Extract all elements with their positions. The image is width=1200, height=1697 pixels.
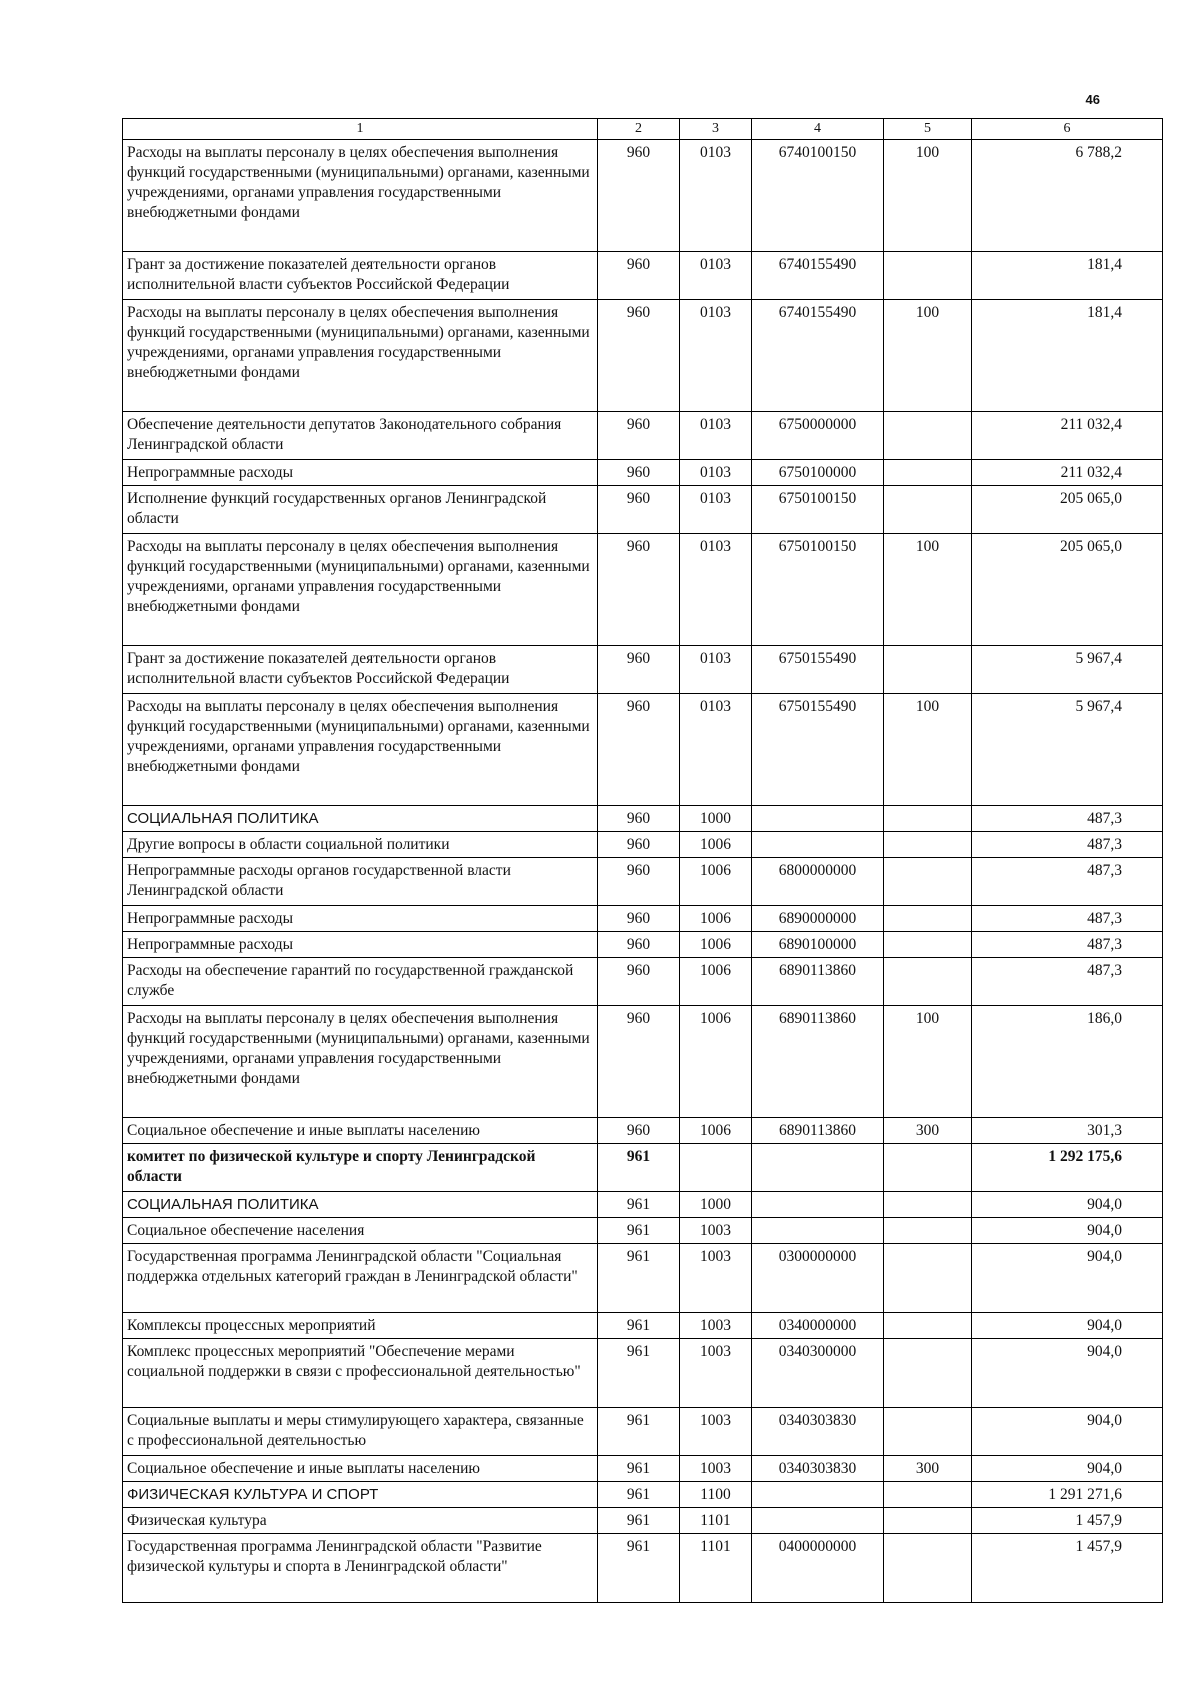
row-name-cell: Непрограммные расходы	[123, 932, 598, 958]
row-section-cell: 0103	[680, 486, 752, 534]
row-code-cell: 960	[598, 806, 680, 832]
row-target-cell: 0400000000	[752, 1534, 884, 1603]
row-amount-cell: 1 291 271,6	[972, 1482, 1163, 1508]
row-name-cell: комитет по физической культуре и спорту Ленинградской области	[123, 1144, 598, 1192]
table-row	[123, 1006, 1163, 1118]
row-type-cell	[884, 486, 972, 534]
table-row	[123, 1508, 1163, 1534]
table-row	[123, 460, 1163, 486]
row-type-cell	[884, 1339, 972, 1408]
header-row	[123, 119, 1163, 140]
row-type-cell	[884, 1144, 972, 1192]
row-type-cell: 100	[884, 694, 972, 806]
row-target-cell: 6890113860	[752, 1006, 884, 1118]
row-code-cell: 960	[598, 694, 680, 806]
row-target-cell: 0340303830	[752, 1408, 884, 1456]
row-name-cell: Непрограммные расходы	[123, 460, 598, 486]
row-amount-cell: 1 457,9	[972, 1508, 1163, 1534]
row-target-cell	[752, 806, 884, 832]
row-name-cell: Социальное обеспечение и иные выплаты населению	[123, 1118, 598, 1144]
row-amount-cell: 904,0	[972, 1408, 1163, 1456]
row-section-cell: 0103	[680, 694, 752, 806]
row-type-cell: 100	[884, 300, 972, 412]
row-amount-cell: 205 065,0	[972, 486, 1163, 534]
row-name-cell: Расходы на выплаты персоналу в целях обеспечения выполнения функций государственными (муниципальными) органами, казенными учреждениями, органами управления государственными внебюджетными фондами	[123, 140, 598, 252]
row-amount-cell: 487,3	[972, 906, 1163, 932]
row-section-cell: 0103	[680, 300, 752, 412]
table-row	[123, 252, 1163, 300]
row-amount-cell: 904,0	[972, 1192, 1163, 1218]
row-name-cell: Государственная программа Ленинградской области "Социальная поддержка отдельных категорий граждан в Ленинградской области"	[123, 1244, 598, 1313]
row-code-cell: 961	[598, 1144, 680, 1192]
row-type-cell: 300	[884, 1118, 972, 1144]
row-type-cell	[884, 1244, 972, 1313]
row-section-cell: 1101	[680, 1534, 752, 1603]
row-name-cell: Расходы на обеспечение гарантий по государственной гражданской службе	[123, 958, 598, 1006]
table-row	[123, 1534, 1163, 1603]
row-amount-cell: 904,0	[972, 1218, 1163, 1244]
row-section-cell: 1101	[680, 1508, 752, 1534]
row-name-cell: Социальное обеспечение и иные выплаты населению	[123, 1456, 598, 1482]
row-amount-cell: 186,0	[972, 1006, 1163, 1118]
row-type-cell	[884, 1508, 972, 1534]
row-name-cell: Социальное обеспечение населения	[123, 1218, 598, 1244]
row-target-cell: 6750100150	[752, 486, 884, 534]
column-header-4: 4	[752, 119, 884, 140]
row-type-cell	[884, 1192, 972, 1218]
row-section-cell: 0103	[680, 140, 752, 252]
row-target-cell: 6800000000	[752, 858, 884, 906]
row-target-cell: 6890100000	[752, 932, 884, 958]
row-amount-cell: 904,0	[972, 1456, 1163, 1482]
row-name-cell: Обеспечение деятельности депутатов Законодательного собрания Ленинградской области	[123, 412, 598, 460]
row-amount-cell: 301,3	[972, 1118, 1163, 1144]
table-body	[123, 140, 1163, 1603]
table-row	[123, 858, 1163, 906]
row-amount-cell: 487,3	[972, 932, 1163, 958]
table-header	[123, 119, 1163, 140]
row-amount-cell: 181,4	[972, 252, 1163, 300]
row-code-cell: 961	[598, 1313, 680, 1339]
row-code-cell: 961	[598, 1508, 680, 1534]
row-type-cell	[884, 1408, 972, 1456]
table-row	[123, 1313, 1163, 1339]
row-target-cell: 6890113860	[752, 958, 884, 1006]
row-name-cell: Грант за достижение показателей деятельности органов исполнительной власти субъектов Российской Федерации	[123, 646, 598, 694]
row-target-cell	[752, 1508, 884, 1534]
row-name-cell: Социальные выплаты и меры стимулирующего характера, связанные с профессиональной деятельностью	[123, 1408, 598, 1456]
table-row	[123, 140, 1163, 252]
table-row	[123, 534, 1163, 646]
row-name-cell: Государственная программа Ленинградской области "Развитие физической культуры и спорта в Ленинградской области"	[123, 1534, 598, 1603]
row-section-cell: 1000	[680, 1192, 752, 1218]
row-name-cell: Расходы на выплаты персоналу в целях обеспечения выполнения функций государственными (муниципальными) органами, казенными учреждениями, органами управления государственными внебюджетными фондами	[123, 300, 598, 412]
row-name-cell: Непрограммные расходы органов государственной власти Ленинградской области	[123, 858, 598, 906]
table-row	[123, 1118, 1163, 1144]
column-header-2: 2	[598, 119, 680, 140]
row-code-cell: 961	[598, 1408, 680, 1456]
row-name-cell: СОЦИАЛЬНАЯ ПОЛИТИКА	[123, 1192, 598, 1218]
row-section-cell: 1006	[680, 858, 752, 906]
page-number: 46	[1085, 92, 1100, 107]
row-section-cell: 1006	[680, 932, 752, 958]
row-amount-cell: 205 065,0	[972, 534, 1163, 646]
row-target-cell: 0340000000	[752, 1313, 884, 1339]
row-section-cell: 1000	[680, 806, 752, 832]
row-amount-cell: 181,4	[972, 300, 1163, 412]
row-type-cell	[884, 858, 972, 906]
row-code-cell: 960	[598, 932, 680, 958]
row-code-cell: 960	[598, 906, 680, 932]
row-section-cell: 0103	[680, 412, 752, 460]
row-amount-cell: 487,3	[972, 858, 1163, 906]
row-target-cell	[752, 1482, 884, 1508]
row-code-cell: 961	[598, 1339, 680, 1408]
row-section-cell: 1006	[680, 832, 752, 858]
row-target-cell: 0340300000	[752, 1339, 884, 1408]
row-amount-cell: 904,0	[972, 1244, 1163, 1313]
row-section-cell: 0103	[680, 534, 752, 646]
row-section-cell: 1003	[680, 1244, 752, 1313]
row-name-cell: Исполнение функций государственных органов Ленинградской области	[123, 486, 598, 534]
row-type-cell: 300	[884, 1456, 972, 1482]
row-code-cell: 961	[598, 1244, 680, 1313]
table-row	[123, 1339, 1163, 1408]
row-name-cell: Другие вопросы в области социальной политики	[123, 832, 598, 858]
column-header-1: 1	[123, 119, 598, 140]
row-type-cell	[884, 412, 972, 460]
row-code-cell: 960	[598, 1118, 680, 1144]
row-name-cell: Расходы на выплаты персоналу в целях обеспечения выполнения функций государственными (муниципальными) органами, казенными учреждениями, органами управления государственными внебюджетными фондами	[123, 534, 598, 646]
row-code-cell: 961	[598, 1218, 680, 1244]
row-amount-cell: 904,0	[972, 1339, 1163, 1408]
row-section-cell	[680, 1144, 752, 1192]
table-row	[123, 646, 1163, 694]
table-row	[123, 1408, 1163, 1456]
row-name-cell: Грант за достижение показателей деятельности органов исполнительной власти субъектов Российской Федерации	[123, 252, 598, 300]
row-code-cell: 960	[598, 140, 680, 252]
row-amount-cell: 6 788,2	[972, 140, 1163, 252]
table-row	[123, 1218, 1163, 1244]
row-section-cell: 1003	[680, 1456, 752, 1482]
row-amount-cell: 487,3	[972, 832, 1163, 858]
row-section-cell: 1100	[680, 1482, 752, 1508]
row-code-cell: 960	[598, 486, 680, 534]
row-name-cell: Непрограммные расходы	[123, 906, 598, 932]
row-amount-cell: 1 292 175,6	[972, 1144, 1163, 1192]
table-row	[123, 1144, 1163, 1192]
column-header-6: 6	[972, 119, 1163, 140]
column-header-5: 5	[884, 119, 972, 140]
row-type-cell	[884, 906, 972, 932]
row-target-cell: 6740155490	[752, 252, 884, 300]
row-name-cell: Комплекс процессных мероприятий "Обеспечение мерами социальной поддержки в связи с профессиональной деятельностью"	[123, 1339, 598, 1408]
row-target-cell: 6750155490	[752, 694, 884, 806]
row-type-cell	[884, 958, 972, 1006]
table-row	[123, 300, 1163, 412]
row-amount-cell: 1 457,9	[972, 1534, 1163, 1603]
row-type-cell: 100	[884, 1006, 972, 1118]
table-row	[123, 932, 1163, 958]
row-code-cell: 961	[598, 1192, 680, 1218]
row-type-cell: 100	[884, 534, 972, 646]
row-target-cell: 0300000000	[752, 1244, 884, 1313]
row-target-cell: 6750155490	[752, 646, 884, 694]
row-code-cell: 960	[598, 412, 680, 460]
row-section-cell: 1003	[680, 1408, 752, 1456]
table-row	[123, 1482, 1163, 1508]
row-section-cell: 1006	[680, 906, 752, 932]
table-row	[123, 694, 1163, 806]
budget-table-container	[122, 118, 1162, 1603]
row-target-cell: 6750000000	[752, 412, 884, 460]
row-target-cell: 6750100000	[752, 460, 884, 486]
row-amount-cell: 904,0	[972, 1313, 1163, 1339]
table-row	[123, 832, 1163, 858]
row-code-cell: 961	[598, 1456, 680, 1482]
row-target-cell: 6740100150	[752, 140, 884, 252]
row-code-cell: 961	[598, 1534, 680, 1603]
row-amount-cell: 211 032,4	[972, 412, 1163, 460]
row-code-cell: 960	[598, 460, 680, 486]
row-code-cell: 960	[598, 1006, 680, 1118]
row-code-cell: 960	[598, 252, 680, 300]
table-row	[123, 1244, 1163, 1313]
column-header-3: 3	[680, 119, 752, 140]
row-target-cell	[752, 1144, 884, 1192]
row-code-cell: 960	[598, 832, 680, 858]
row-target-cell: 6740155490	[752, 300, 884, 412]
row-amount-cell: 211 032,4	[972, 460, 1163, 486]
table-row	[123, 1192, 1163, 1218]
row-code-cell: 960	[598, 300, 680, 412]
row-target-cell	[752, 1218, 884, 1244]
table-row	[123, 412, 1163, 460]
table-row	[123, 958, 1163, 1006]
row-name-cell: ФИЗИЧЕСКАЯ КУЛЬТУРА И СПОРТ	[123, 1482, 598, 1508]
row-name-cell: СОЦИАЛЬНАЯ ПОЛИТИКА	[123, 806, 598, 832]
row-type-cell	[884, 252, 972, 300]
row-section-cell: 0103	[680, 252, 752, 300]
row-type-cell	[884, 646, 972, 694]
row-name-cell: Расходы на выплаты персоналу в целях обеспечения выполнения функций государственными (муниципальными) органами, казенными учреждениями, органами управления государственными внебюджетными фондами	[123, 694, 598, 806]
row-target-cell	[752, 1192, 884, 1218]
row-amount-cell: 5 967,4	[972, 694, 1163, 806]
row-amount-cell: 487,3	[972, 958, 1163, 1006]
row-type-cell	[884, 932, 972, 958]
row-name-cell: Расходы на выплаты персоналу в целях обеспечения выполнения функций государственными (муниципальными) органами, казенными учреждениями, органами управления государственными внебюджетными фондами	[123, 1006, 598, 1118]
row-target-cell: 6750100150	[752, 534, 884, 646]
row-target-cell	[752, 832, 884, 858]
row-target-cell: 6890000000	[752, 906, 884, 932]
row-section-cell: 1006	[680, 1006, 752, 1118]
table-row	[123, 486, 1163, 534]
row-section-cell: 1003	[680, 1313, 752, 1339]
row-type-cell	[884, 1313, 972, 1339]
row-code-cell: 961	[598, 1482, 680, 1508]
row-section-cell: 1006	[680, 958, 752, 1006]
row-name-cell: Комплексы процессных мероприятий	[123, 1313, 598, 1339]
row-code-cell: 960	[598, 958, 680, 1006]
row-target-cell: 6890113860	[752, 1118, 884, 1144]
row-target-cell: 0340303830	[752, 1456, 884, 1482]
row-type-cell	[884, 1218, 972, 1244]
table-row	[123, 806, 1163, 832]
table-row	[123, 1456, 1163, 1482]
row-type-cell	[884, 1534, 972, 1603]
row-type-cell	[884, 806, 972, 832]
row-section-cell: 1003	[680, 1339, 752, 1408]
row-amount-cell: 487,3	[972, 806, 1163, 832]
row-code-cell: 960	[598, 534, 680, 646]
row-type-cell	[884, 832, 972, 858]
budget-table	[122, 118, 1163, 1603]
row-section-cell: 0103	[680, 646, 752, 694]
row-section-cell: 1006	[680, 1118, 752, 1144]
row-section-cell: 1003	[680, 1218, 752, 1244]
row-code-cell: 960	[598, 646, 680, 694]
row-type-cell	[884, 460, 972, 486]
row-name-cell: Физическая культура	[123, 1508, 598, 1534]
row-amount-cell: 5 967,4	[972, 646, 1163, 694]
row-section-cell: 0103	[680, 460, 752, 486]
table-row	[123, 906, 1163, 932]
row-code-cell: 960	[598, 858, 680, 906]
row-type-cell: 100	[884, 140, 972, 252]
row-type-cell	[884, 1482, 972, 1508]
